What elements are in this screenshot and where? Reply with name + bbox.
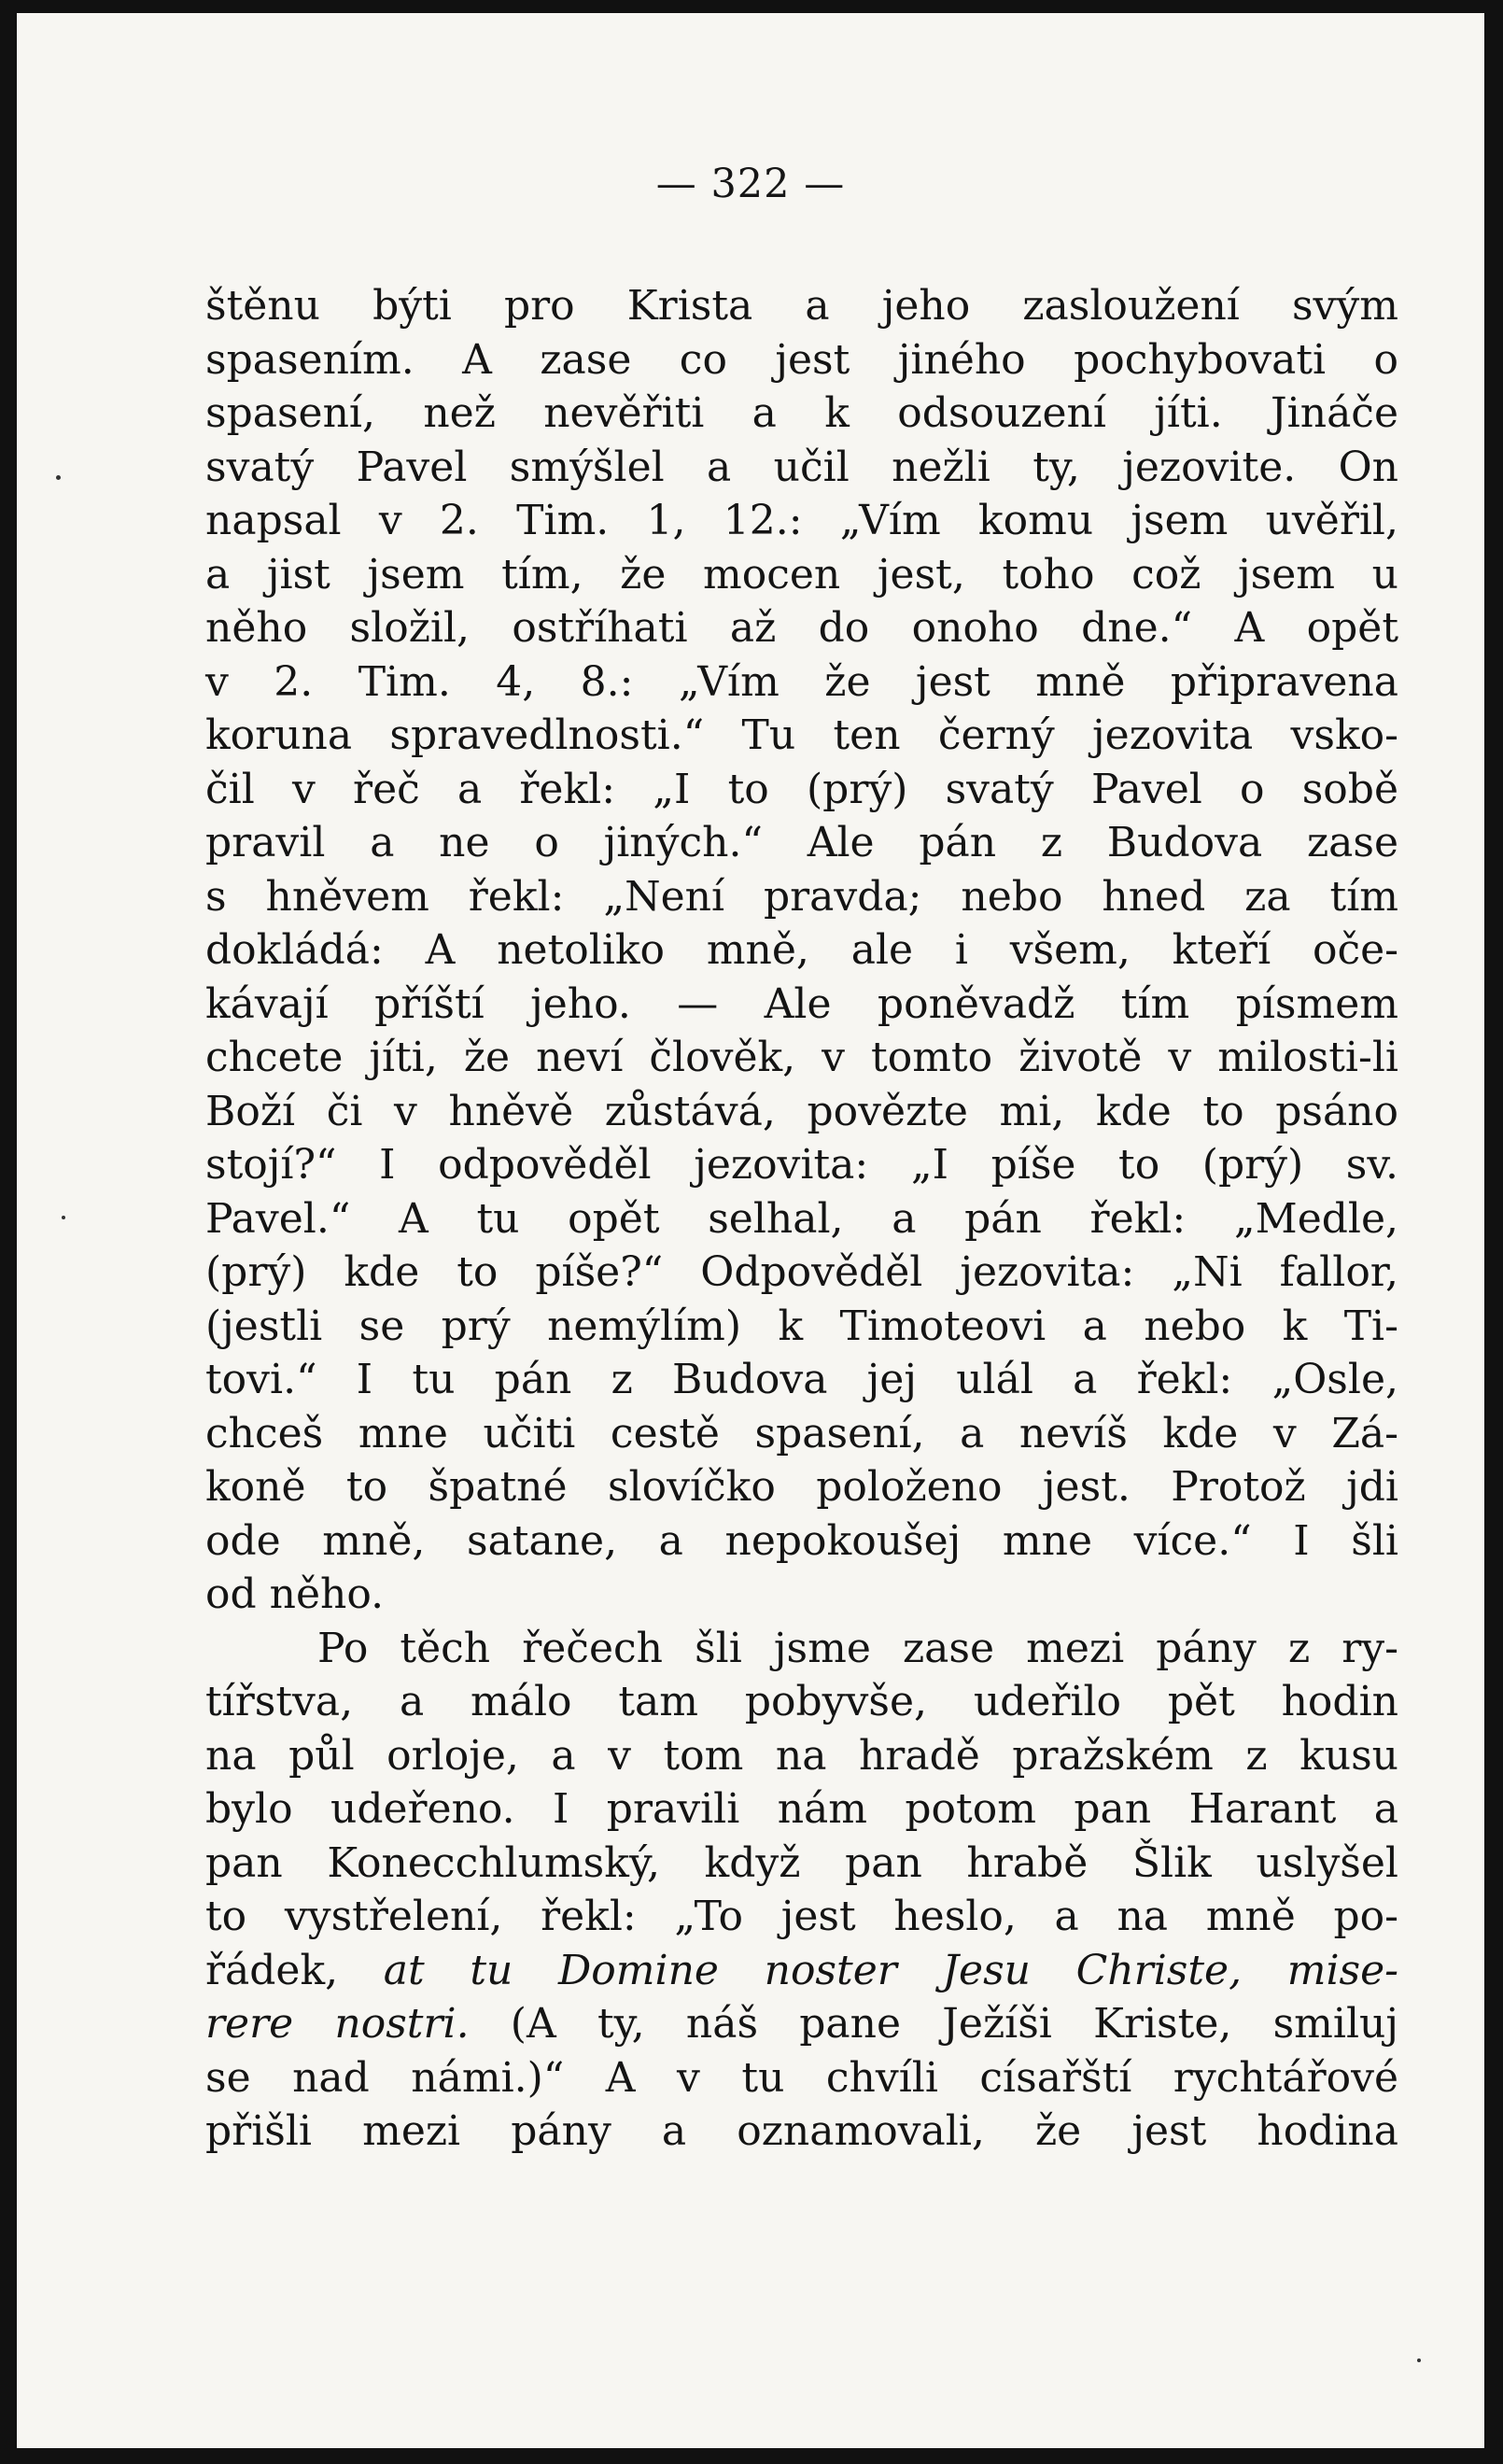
text-line: stojí?“ I odpověděl jezovita: „I píše to (prý) sv. xyxy=(205,1141,1398,1189)
text-fragment: (A ty, náš pane Ježíši Kriste, smiluj xyxy=(469,2000,1398,2048)
latin-italic-text: rere nostri. xyxy=(205,2000,470,2048)
latin-italic-text: at tu Domine noster Jesu Christe, mise- xyxy=(383,1946,1398,1994)
paragraph-start-line: Po těch řečech šli jsme zase mezi pány z ry- xyxy=(317,1624,1398,1672)
text-line: s hněvem řekl: „Není pravda; nebo hned za tím xyxy=(205,872,1398,921)
text-line: spasením. A zase co jest jiného pochybovati o xyxy=(205,335,1398,384)
text-line: tířstva, a málo tam pobyvše, udeřilo pět hodin xyxy=(205,1678,1398,1725)
text-line: na půl orloje, a v tom na hradě pražském z kusu xyxy=(205,1731,1398,1780)
text-line: chceš mne učiti cestě spasení, a nevíš kde v Zá- xyxy=(205,1409,1398,1457)
scan-speck xyxy=(1417,2358,1421,2362)
text-line: tovi.“ I tu pán z Budova jej ulál a řekl: „Osle, xyxy=(205,1356,1398,1403)
text-line: to vystřelení, řekl: „To jest heslo, a na mně po- xyxy=(205,1893,1398,1940)
text-line: Boží či v hněvě zůstává, povězte mi, kde to psáno xyxy=(205,1087,1398,1135)
text-line xyxy=(205,1944,1398,1998)
text-line: a jist jsem tím, že mocen jest, toho což jsem u xyxy=(205,550,1398,598)
text-line: Pavel.“ A tu opět selhal, a pán řekl: „Medle, xyxy=(205,1194,1398,1243)
body-text xyxy=(205,279,1398,2159)
text-line: se nad námi.)“ A v tu chvíli císařští rychtářové xyxy=(205,2053,1398,2102)
text-line: chcete jíti, že neví člověk, v tomto životě v milosti-li xyxy=(205,1034,1398,1081)
text-line: napsal v 2. Tim. 1, 12.: „Vím komu jsem uvěřil, xyxy=(205,497,1398,544)
text-line: pan Konecchlumský, když pan hrabě Šlik uslyšel xyxy=(205,1838,1398,1887)
text-line: koruna spravedlnosti.“ Tu ten černý jezovita vsko- xyxy=(205,711,1398,759)
text-line xyxy=(205,1997,1398,2051)
text-line: čil v řeč a řekl: „I to (prý) svatý Pavel o sobě xyxy=(205,765,1398,813)
scan-speck xyxy=(56,475,61,480)
text-line: spasení, než nevěřiti a k odsouzení jíti. Jináče xyxy=(205,389,1398,437)
page-number: — 322 — xyxy=(655,161,846,207)
scan-speck xyxy=(62,1216,65,1219)
text-line: něho složil, ostříhati až do onoho dne.“ A opět xyxy=(205,604,1398,652)
text-line: bylo udeřeno. I pravili nám potom pan Harant a xyxy=(205,1785,1398,1833)
text-line: ode mně, satane, a nepokoušej mne více.“ I šli xyxy=(205,1516,1398,1565)
text-line: koně to špatné slovíčko položeno jest. Protož jdi xyxy=(205,1463,1398,1511)
text-line: od něho. xyxy=(205,1570,385,1618)
text-line: pravil a ne o jiných.“ Ale pán z Budova zase xyxy=(205,819,1398,866)
text-line: (jestli se prý nemýlím) k Timoteovi a nebo k Ti- xyxy=(205,1302,1398,1350)
text-line: svatý Pavel smýšlel a učil nežli ty, jezovite. On xyxy=(205,443,1398,491)
text-line: (prý) kde to píše?“ Odpověděl jezovita: „Ni fallor, xyxy=(205,1248,1398,1296)
text-fragment: řádek, xyxy=(205,1946,384,1994)
text-line: kávají příští jeho. — Ale poněvadž tím písmem xyxy=(205,979,1398,1028)
text-line: dokládá: A netoliko mně, ale i všem, kteří oče- xyxy=(205,926,1398,974)
text-line: přišli mezi pány a oznamovali, že jest hodina xyxy=(205,2107,1398,2155)
text-line: štěnu býti pro Krista a jeho zasloužení svým xyxy=(205,282,1398,330)
text-line: v 2. Tim. 4, 8.: „Vím že jest mně připravena xyxy=(205,657,1398,706)
book-page xyxy=(17,13,1484,2448)
